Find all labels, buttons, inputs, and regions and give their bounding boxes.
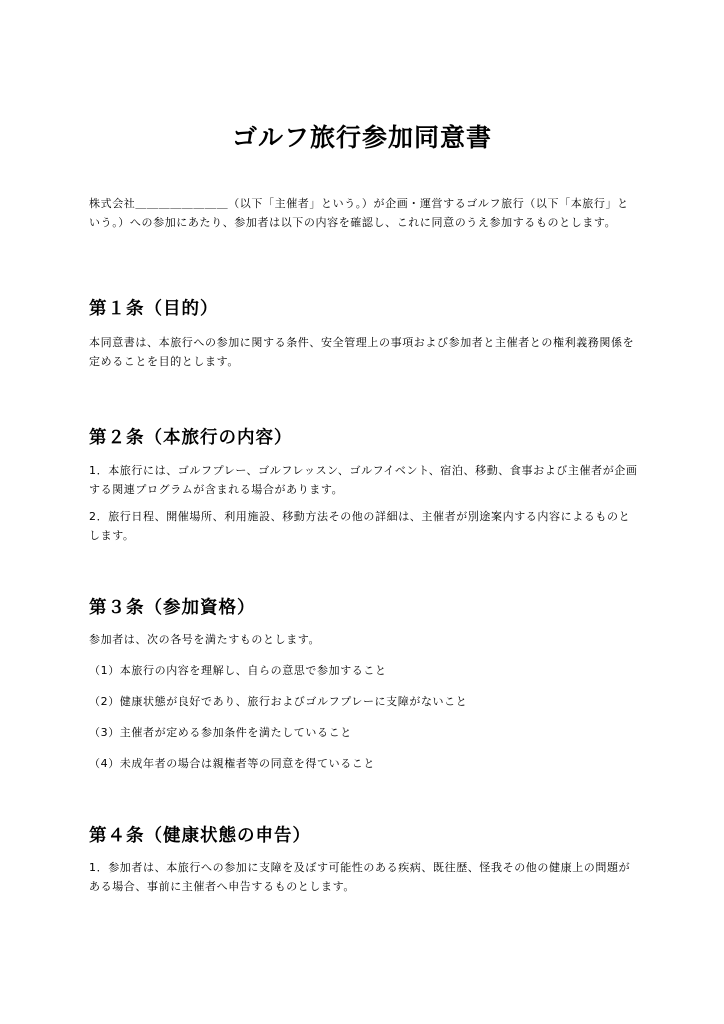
article-2-heading: 第２条（本旅行の内容）: [89, 428, 293, 448]
article-3-item-3: （3）主催者が定める参加条件を満たしていること: [89, 726, 352, 739]
article-3-paragraph-1: 参加者は、次の各号を満たすものとします。: [89, 633, 321, 646]
article-3-item-4: （4）未成年者の場合は親権者等の同意を得ていること: [89, 757, 375, 770]
document-title: ゴルフ旅行参加同意書: [231, 123, 492, 152]
article-4-paragraph-1: 1．参加者は、本旅行への参加に支障を及ぼす可能性のある疾病、既往歴、怪我その他の健康上の問題がある場合、事前に主催者へ申告するものとします。: [89, 861, 631, 893]
article-3-item-1: （1）本旅行の内容を理解し、自らの意思で参加すること: [89, 664, 387, 677]
article-3-heading: 第３条（参加資格）: [89, 598, 256, 618]
article-1-paragraph-1: 本同意書は、本旅行への参加に関する条件、安全管理上の事項および参加者と主催者との権利義務関係を定めることを目的とします。: [89, 336, 635, 368]
article-1-heading: 第１条（目的）: [89, 299, 219, 319]
article-3-item-2: （2）健康状態が良好であり、旅行およびゴルフプレーに支障がないこと: [89, 695, 468, 708]
intro-paragraph: 株式会社＿＿＿＿＿＿＿＿（以下「主催者」という。）が企画・運営するゴルフ旅行（以下「本旅行」という。）への参加にあたり、参加者は以下の内容を確認し、これに同意のうえ参加するものとします。: [89, 197, 629, 229]
article-2-paragraph-1: 1．本旅行には、ゴルフプレー、ゴルフレッスン、ゴルフイベント、宿泊、移動、食事および主催者が企画する関連プログラムが含まれる場合があります。: [89, 464, 638, 496]
article-2-paragraph-2: 2．旅行日程、開催場所、利用施設、移動方法その他の詳細は、主催者が別途案内する内容によるものとします。: [89, 510, 631, 542]
article-4-heading: 第４条（健康状態の申告）: [89, 826, 311, 846]
